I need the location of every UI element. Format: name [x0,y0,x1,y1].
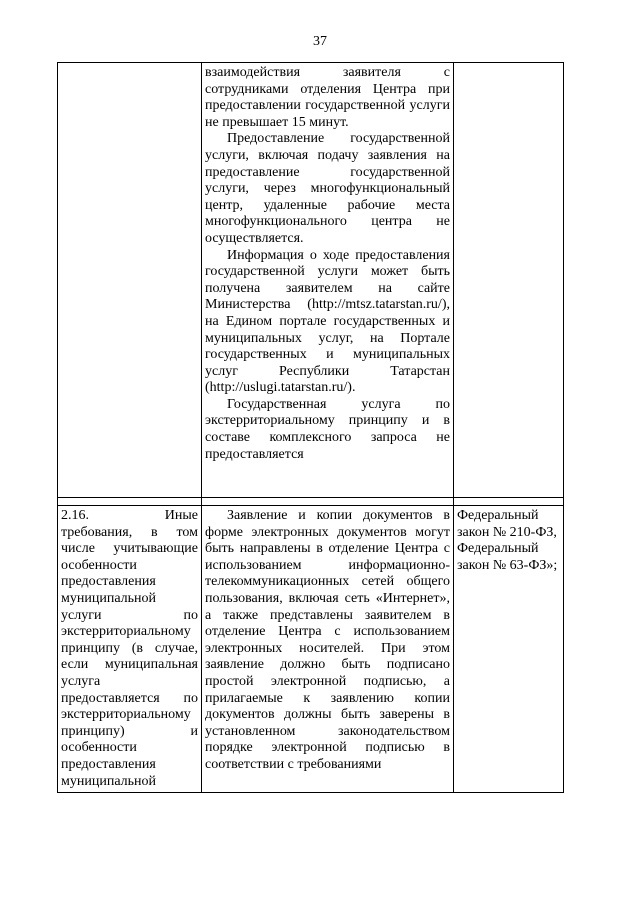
cell-requirement-continued [58,63,202,498]
cell-content-2-16 [202,506,454,793]
paragraph-wait-time: взаимодействия заявителя с сотрудниками отделения Центра при предоставлении государственной услуги не превышает 15 минут. [205,65,450,130]
electronic-docs-text: Заявление и копии документов в форме электронных документов могут быть направлены в отделение Центра с использованием информационно-телекоммуникационных сетей общего пользования, включая сеть «Интернет», а также представлены заявителем в отделение Центра с использованием электронных носителей. При этом заявление должно быть подписано простой электронной подписью, а прилагаемые к заявлению копии документов должны быть заверены в установленном законодательством порядке электронной подписью в соответствии с требованиями [205,508,450,772]
cell-legal-basis-continued [454,63,564,498]
requirement-text: 2.16. Иные требования, в том числе учитывающие особенности предоставления муниципальной услуги по экстерриториальному принципу (в случае, если муниципальная услуга предоставляется по экстерриториальному принципу) и особенности предоставления муниципальной [61,508,198,789]
table-row-continuation [58,63,564,498]
table-row-gap [58,498,564,506]
regulation-table [57,62,564,793]
paragraph-info-sources: Информация о ходе предоставления государственной услуги может быть получена заявителем на сайте Министерства (http://mtsz.tatarstan.ru/), на Едином портале государственных и муниципальных услуг, на Портале государственных и муниципальных услуг Республики Татарстан (http://uslugi.tatarstan.ru/). [205,247,450,396]
page-number: 37 [313,34,327,49]
legal-basis-text: Федеральный закон № 210-ФЗ, Федеральный закон № 63-ФЗ»; [457,508,558,573]
cell-requirement-2-16 [58,506,202,793]
cell-content-continued [202,63,454,498]
paragraph-mfc: Предоставление государственной услуги, включая подачу заявления на предоставление государственной услуги, через многофункциональный центр, удаленные рабочие места многофункционального центра не осуществляется. [205,131,450,246]
cell-legal-basis-2-16 [454,506,564,793]
table-row-2-16 [58,506,564,793]
paragraph-extraterritorial: Государственная услуга по экстерриториальному принципу и в составе комплексного запроса не предоставляется [205,396,450,462]
